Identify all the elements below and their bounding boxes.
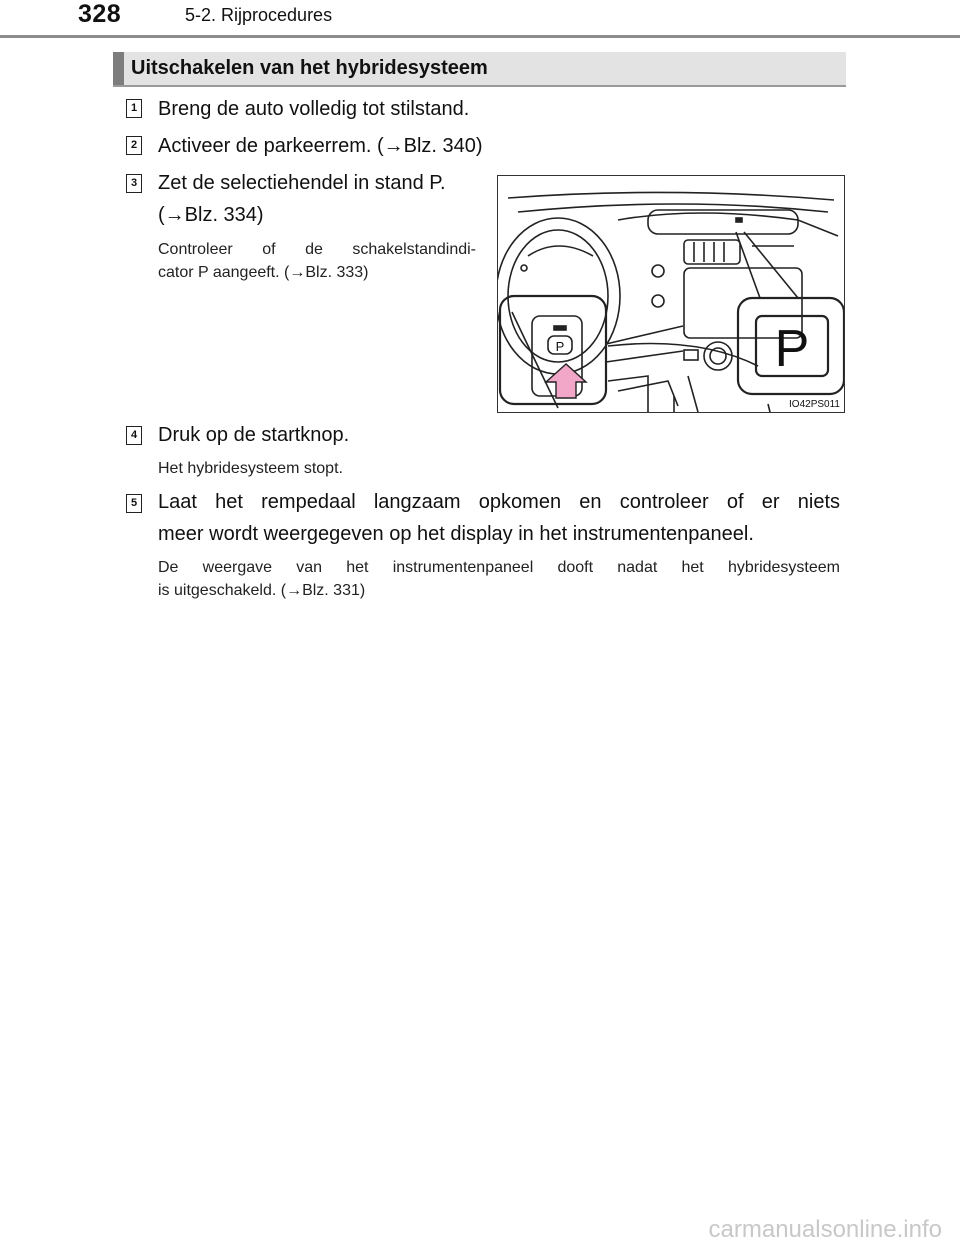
section-title: Uitschakelen van het hybridesysteem [131, 57, 488, 79]
step-number-1: 1 [126, 99, 142, 118]
step-number-3: 3 [126, 174, 142, 193]
step-3-note-line1: Controleer of de schakelstandindi- [158, 241, 476, 258]
step-number-4: 4 [126, 426, 142, 445]
chapter-title: 5-2. Rijprocedures [185, 5, 333, 25]
step-4-note: Het hybridesysteem stopt. [158, 460, 343, 477]
section-accent [113, 52, 124, 85]
step-3-note-line2: cator P aangeeft. (→Blz. 333) [158, 264, 369, 281]
shift-lever-illustration [497, 175, 845, 413]
shift-position-large-p: P [774, 320, 810, 378]
header-rule [0, 35, 960, 38]
step-1-text: Breng de auto volledig tot stilstand. [158, 98, 470, 120]
step-2-text: Activeer de parkeerrem. (→Blz. 340) [158, 135, 483, 157]
step-5-note-line1: De weergave van het instrumentenpaneel dooft nadat het hybridesysteem [158, 559, 840, 576]
step-3-text-line1: Zet de selectiehendel in stand P. [158, 172, 446, 194]
dashboard-drawing [498, 176, 844, 412]
figure-code: IO42PS011 [789, 399, 840, 410]
step-number-5: 5 [126, 494, 142, 513]
watermark: carmanualsonline.info [708, 1216, 942, 1243]
step-3-text-line2: (→Blz. 334) [158, 204, 264, 226]
step-5-text-line1: Laat het rempedaal langzaam opkomen en controleer of er niets [158, 491, 840, 513]
section-heading [113, 52, 846, 87]
step-4-text: Druk op de startknop. [158, 424, 350, 446]
step-5-text-line2: meer wordt weergegeven op het display in het instrumentenpaneel. [158, 523, 754, 545]
page-number: 328 [78, 0, 122, 28]
shift-position-small-p: P [555, 339, 565, 354]
step-number-2: 2 [126, 136, 142, 155]
step-5-note-line2: is uitgeschakeld. (→Blz. 331) [158, 582, 366, 599]
